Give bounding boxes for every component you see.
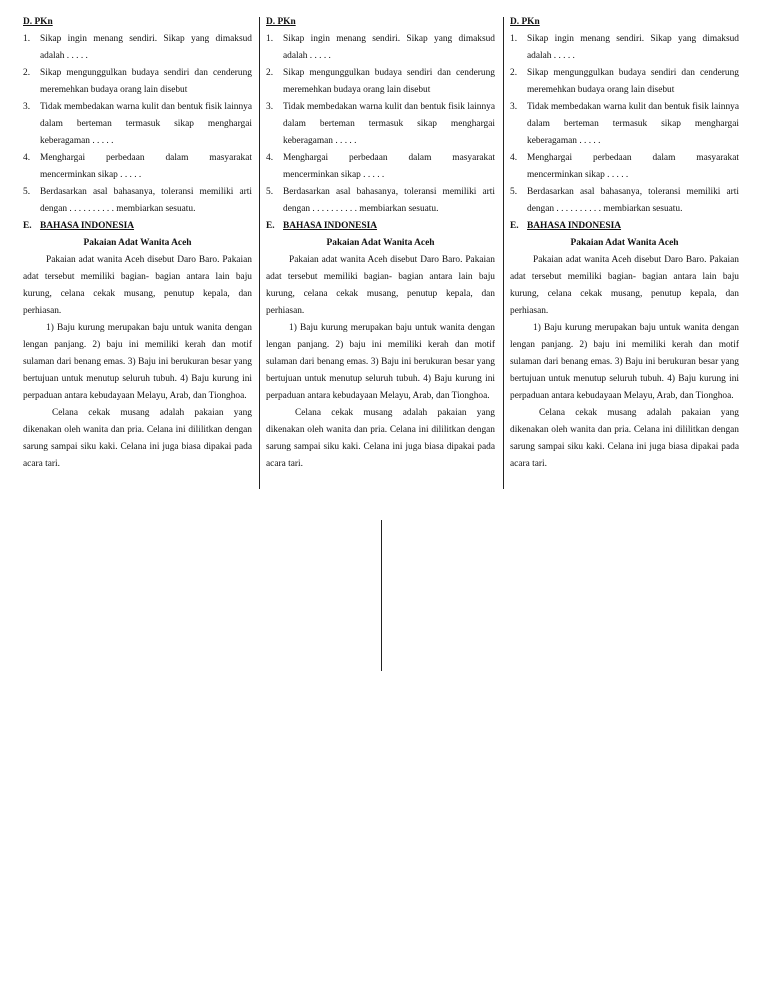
- question-number: 3.: [510, 102, 518, 112]
- question-text: Tidak membedakan warna kulit dan bentuk fisik lainnya dalam berteman termasuk sikap menghargai keberagaman . . . . .: [283, 102, 495, 146]
- column-divider: [503, 17, 504, 489]
- question-number: 4.: [510, 153, 518, 163]
- question-number: 2.: [266, 68, 274, 78]
- section-title-text: BAHASA INDONESIA: [40, 221, 135, 231]
- question-text: Menghargai perbedaan dalam masyarakat mencerminkan sikap . . . . .: [527, 153, 739, 180]
- pkn-question-list: [23, 31, 252, 218]
- section-title-bahasa: [23, 218, 252, 235]
- section-label: E.: [266, 221, 275, 231]
- question-number: 3.: [23, 102, 31, 112]
- column-3: [510, 14, 739, 473]
- section-title-pkn: D. PKn: [510, 17, 540, 27]
- question-number: 5.: [23, 187, 31, 197]
- section-title-bahasa: [266, 218, 495, 235]
- question-item: [23, 99, 252, 150]
- question-number: 1.: [266, 34, 274, 44]
- question-number: 1.: [510, 34, 518, 44]
- question-text: Menghargai perbedaan dalam masyarakat mencerminkan sikap . . . . .: [40, 153, 252, 180]
- section-label: E.: [510, 221, 519, 231]
- story-title: Pakaian Adat Wanita Aceh: [83, 238, 192, 248]
- question-text: Menghargai perbedaan dalam masyarakat mencerminkan sikap . . . . .: [283, 153, 495, 180]
- story-paragraph: Pakaian adat wanita Aceh disebut Daro Baro. Pakaian adat tersebut memiliki bagian- bagian antara lain baju kurung, celana cekak musang, penutup kepala, dan perhiasan.: [510, 255, 739, 316]
- story-title: Pakaian Adat Wanita Aceh: [326, 238, 435, 248]
- question-item: [510, 184, 739, 218]
- question-item: [23, 150, 252, 184]
- question-text: Tidak membedakan warna kulit dan bentuk fisik lainnya dalam berteman termasuk sikap menghargai keberagaman . . . . .: [40, 102, 252, 146]
- question-number: 2.: [510, 68, 518, 78]
- question-text: Tidak membedakan warna kulit dan bentuk fisik lainnya dalam berteman termasuk sikap menghargai keberagaman . . . . .: [527, 102, 739, 146]
- column-1: [23, 14, 252, 473]
- story-paragraph: Celana cekak musang adalah pakaian yang dikenakan oleh wanita dan pria. Celana ini dililitkan dengan sarung sampai siku kaki. Celana ini juga biasa dipakai pada acara tari.: [266, 408, 495, 469]
- story-paragraph: 1) Baju kurung merupakan baju untuk wanita dengan lengan panjang. 2) baju ini memiliki kerah dan motif sulaman dari benang emas. 3) Baju ini berukuran besar yang bertujuan untuk menutup seluruh tubuh. 4) Baju kurung ini perpaduan antara kebudayaan Melayu, Arab, dan Tionghoa.: [23, 323, 252, 401]
- question-item: [266, 31, 495, 65]
- question-text: Sikap ingin menang sendiri. Sikap yang dimaksud adalah . . . . .: [527, 34, 739, 61]
- question-item: [266, 184, 495, 218]
- question-number: 4.: [23, 153, 31, 163]
- question-item: [510, 150, 739, 184]
- question-text: Sikap mengunggulkan budaya sendiri dan cenderung meremehkan budaya orang lain disebut: [283, 68, 495, 95]
- story-paragraph: 1) Baju kurung merupakan baju untuk wanita dengan lengan panjang. 2) baju ini memiliki kerah dan motif sulaman dari benang emas. 3) Baju ini berukuran besar yang bertujuan untuk menutup seluruh tubuh. 4) Baju kurung ini perpaduan antara kebudayaan Melayu, Arab, dan Tionghoa.: [266, 323, 495, 401]
- story-paragraph: Pakaian adat wanita Aceh disebut Daro Baro. Pakaian adat tersebut memiliki bagian- bagian antara lain baju kurung, celana cekak musang, penutup kepala, dan perhiasan.: [266, 255, 495, 316]
- question-text: Berdasarkan asal bahasanya, toleransi memiliki arti dengan . . . . . . . . . . membiarkan sesuatu.: [40, 187, 252, 214]
- question-number: 5.: [510, 187, 518, 197]
- page-columns: [0, 14, 768, 490]
- story-title: Pakaian Adat Wanita Aceh: [570, 238, 679, 248]
- question-text: Sikap ingin menang sendiri. Sikap yang dimaksud adalah . . . . .: [40, 34, 252, 61]
- question-number: 1.: [23, 34, 31, 44]
- pkn-question-list: [266, 31, 495, 218]
- question-item: [510, 65, 739, 99]
- question-text: Berdasarkan asal bahasanya, toleransi memiliki arti dengan . . . . . . . . . . membiarkan sesuatu.: [283, 187, 495, 214]
- section-title-pkn: D. PKn: [266, 17, 296, 27]
- story-paragraph: Celana cekak musang adalah pakaian yang dikenakan oleh wanita dan pria. Celana ini dililitkan dengan sarung sampai siku kaki. Celana ini juga biasa dipakai pada acara tari.: [510, 408, 739, 469]
- question-text: Sikap mengunggulkan budaya sendiri dan cenderung meremehkan budaya orang lain disebut: [40, 68, 252, 95]
- question-item: [266, 150, 495, 184]
- question-number: 3.: [266, 102, 274, 112]
- question-item: [510, 31, 739, 65]
- section-title-text: BAHASA INDONESIA: [527, 221, 622, 231]
- question-number: 4.: [266, 153, 274, 163]
- fold-line: [381, 520, 382, 671]
- column-2: [266, 14, 495, 473]
- section-title-text: BAHASA INDONESIA: [283, 221, 378, 231]
- question-number: 2.: [23, 68, 31, 78]
- column-divider: [259, 17, 260, 489]
- question-item: [23, 31, 252, 65]
- section-title-bahasa: [510, 218, 739, 235]
- question-text: Sikap ingin menang sendiri. Sikap yang dimaksud adalah . . . . .: [283, 34, 495, 61]
- question-item: [510, 99, 739, 150]
- section-label: E.: [23, 221, 32, 231]
- question-item: [266, 65, 495, 99]
- question-text: Sikap mengunggulkan budaya sendiri dan cenderung meremehkan budaya orang lain disebut: [527, 68, 739, 95]
- pkn-question-list: [510, 31, 739, 218]
- story-paragraph: Pakaian adat wanita Aceh disebut Daro Baro. Pakaian adat tersebut memiliki bagian- bagian antara lain baju kurung, celana cekak musang, penutup kepala, dan perhiasan.: [23, 255, 252, 316]
- question-text: Berdasarkan asal bahasanya, toleransi memiliki arti dengan . . . . . . . . . . membiarkan sesuatu.: [527, 187, 739, 214]
- question-item: [266, 99, 495, 150]
- section-title-pkn: D. PKn: [23, 17, 53, 27]
- question-number: 5.: [266, 187, 274, 197]
- question-item: [23, 65, 252, 99]
- question-item: [23, 184, 252, 218]
- story-paragraph: 1) Baju kurung merupakan baju untuk wanita dengan lengan panjang. 2) baju ini memiliki kerah dan motif sulaman dari benang emas. 3) Baju ini berukuran besar yang bertujuan untuk menutup seluruh tubuh. 4) Baju kurung ini perpaduan antara kebudayaan Melayu, Arab, dan Tionghoa.: [510, 323, 739, 401]
- story-paragraph: Celana cekak musang adalah pakaian yang dikenakan oleh wanita dan pria. Celana ini dililitkan dengan sarung sampai siku kaki. Celana ini juga biasa dipakai pada acara tari.: [23, 408, 252, 469]
